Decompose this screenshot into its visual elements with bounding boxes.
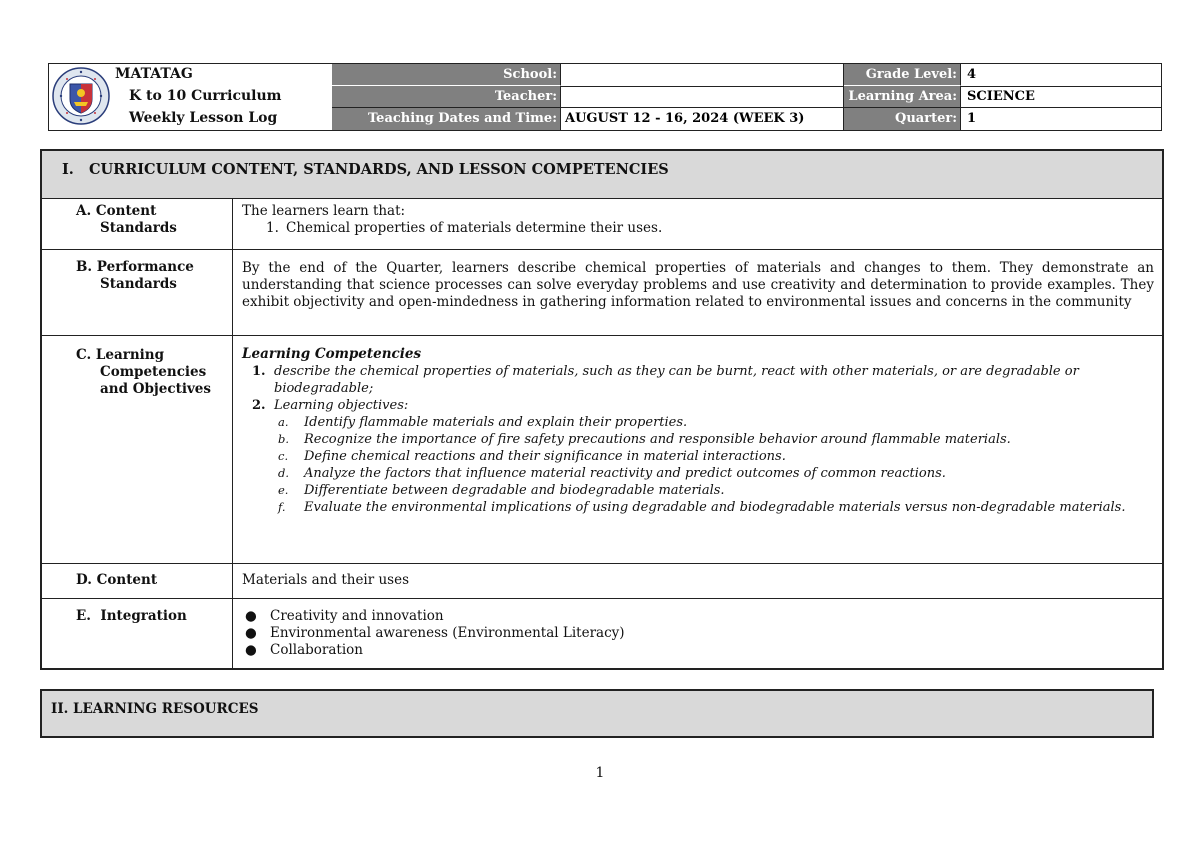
grade-level-value: 4 — [967, 67, 977, 82]
learning-competencies-row — [42, 336, 1162, 564]
label-line: B. Performance — [76, 259, 194, 275]
objective-text: Analyze the factors that influence material reactivity and predict outcomes of common reactions. — [304, 466, 946, 481]
list-item — [242, 397, 1154, 414]
learning-competencies-body — [233, 336, 1162, 563]
list-item-text: Learning objectives: — [274, 398, 409, 413]
objective-item — [242, 482, 1154, 499]
teacher-label: Teacher: — [332, 86, 561, 107]
objective-letter: c. — [278, 449, 289, 463]
bullet-text: Collaboration — [270, 642, 363, 658]
label-line: Standards — [100, 220, 177, 236]
quarter-value: 1 — [967, 111, 977, 126]
learning-area-value: SCIENCE — [967, 89, 1035, 104]
label-line: Competencies — [100, 364, 207, 380]
list-number: 1. — [252, 364, 266, 379]
school-label: School: — [332, 64, 561, 86]
teacher-value — [561, 86, 844, 107]
header-row-dates — [332, 108, 1161, 130]
objective-text: Differentiate between degradable and biodegradable materials. — [304, 483, 725, 498]
teaching-dates-label: Teaching Dates and Time: — [332, 108, 561, 130]
objective-item — [242, 414, 1154, 431]
list-item-text: Chemical properties of materials determine their uses. — [286, 220, 663, 236]
performance-standards-row — [42, 250, 1162, 336]
objective-text: Evaluate the environmental implications of using degradable and biodegradable materials versus non-degradable materials. — [304, 500, 1126, 515]
objective-text: Define chemical reactions and their significance in material interactions. — [304, 449, 786, 464]
content-standards-body — [233, 199, 1162, 249]
content-standards-intro: The learners learn that: — [242, 203, 406, 219]
list-item — [242, 220, 1154, 237]
list-item — [242, 363, 1154, 397]
school-value — [561, 64, 844, 86]
bullet-text: Creativity and innovation — [270, 608, 444, 624]
label-line: and Objectives — [100, 381, 211, 397]
content-label: D. Content — [42, 564, 233, 598]
content-standards-label — [42, 199, 233, 249]
content-standards-row — [42, 199, 1162, 250]
header-row-school — [332, 64, 1161, 87]
objective-letter: b. — [278, 432, 290, 446]
objective-letter: e. — [278, 483, 289, 497]
page-number: 1 — [595, 765, 605, 781]
brand-title: MATATAG — [115, 66, 193, 82]
header-row-teacher — [332, 86, 1161, 108]
objective-item — [242, 431, 1154, 448]
teaching-dates-value: AUGUST 12 - 16, 2024 (WEEK 3) — [561, 108, 844, 130]
brand-block — [49, 64, 333, 130]
objective-letter: d. — [278, 466, 290, 480]
bullet-text: Environmental awareness (Environmental Literacy) — [270, 625, 625, 641]
header-info-grid — [332, 64, 1161, 130]
label-line: Standards — [100, 276, 177, 292]
integration-list — [233, 599, 1162, 668]
list-number: 2. — [252, 398, 266, 413]
list-number: 1. — [266, 220, 279, 236]
content-text: Materials and their uses — [242, 572, 410, 588]
integration-bullet — [242, 608, 1154, 625]
integration-row — [42, 599, 1162, 668]
quarter-label: Quarter: — [844, 108, 961, 130]
integration-bullet — [242, 625, 1154, 642]
objective-item — [242, 499, 1154, 516]
objective-letter: a. — [278, 415, 289, 429]
learning-resources-section: II. LEARNING RESOURCES — [40, 689, 1154, 738]
bullet-icon: ● — [245, 642, 257, 658]
section-title: I. CURRICULUM CONTENT, STANDARDS, AND LESSON COMPETENCIES — [42, 151, 1162, 199]
label-line: A. Content — [76, 203, 157, 219]
performance-standards-label — [42, 250, 233, 335]
objective-item — [242, 448, 1154, 465]
bullet-icon: ● — [245, 608, 257, 624]
learning-area-label: Learning Area: — [844, 86, 961, 107]
objective-letter: f. — [278, 500, 286, 514]
performance-standards-text: By the end of the Quarter, learners describe chemical properties of materials and changes to them. They demonstrate an understanding that science processes can solve everyday problems and use creativity and determination to provide examples. They exhibit objectivity and open-mindedness in gathering information related to environmental issues and concerns in the community — [242, 260, 1154, 310]
label-line: C. Learning — [76, 347, 165, 363]
integration-label: E. Integration — [42, 599, 233, 668]
brand-doc-type: Weekly Lesson Log — [129, 110, 278, 126]
integration-bullet — [242, 642, 1154, 659]
objective-text: Identify flammable materials and explain their properties. — [304, 415, 688, 430]
list-item-text: describe the chemical properties of materials, such as they can be burnt, react with other materials, or are degradable or biodegradable; — [274, 364, 1079, 396]
competencies-heading: Learning Competencies — [242, 346, 422, 362]
content-row — [42, 564, 1162, 599]
objective-text: Recognize the importance of fire safety precautions and responsible behavior around flammable materials. — [304, 432, 1011, 447]
lesson-log-header — [48, 63, 1162, 131]
curriculum-section — [40, 149, 1164, 670]
learning-competencies-label — [42, 336, 233, 563]
bullet-icon: ● — [245, 625, 257, 641]
brand-subtitle: K to 10 Curriculum — [129, 88, 282, 104]
deped-seal-icon — [51, 66, 111, 126]
grade-level-label: Grade Level: — [844, 64, 961, 86]
objective-item — [242, 465, 1154, 482]
